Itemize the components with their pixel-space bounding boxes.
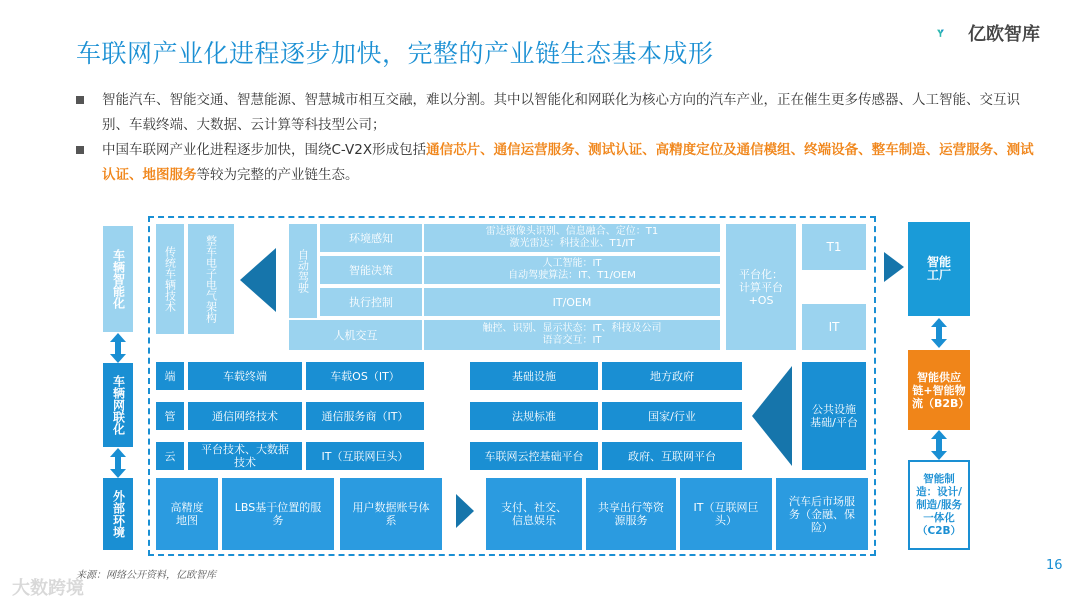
double-arrow-icon <box>930 430 948 460</box>
net-service: 通信服务商（IT） <box>306 402 424 430</box>
bullet-2-post: 等较为完整的产业链生态。 <box>196 167 359 183</box>
left-external-env: 外部环境 <box>103 478 133 550</box>
v2x-cloud: 车联网云控基础平台 <box>470 442 598 470</box>
platform-bigdata: 平台技术、大数据技术 <box>188 442 302 470</box>
source-note: 来源：网络公开资料，亿欧智库 <box>76 570 216 581</box>
duan-label: 端 <box>156 362 184 390</box>
env-label: 环境感知 <box>320 224 422 252</box>
it-internet-2: IT（互联网巨头） <box>680 478 772 550</box>
yiou-logo-icon <box>936 16 970 50</box>
hmi-value: 触控、识别、显示状态：IT、科技及公司 语音交互：IT <box>424 320 720 350</box>
page-number: 16 <box>1046 558 1063 573</box>
bullet-2-highlight: 通信芯片、通信运营服务、测试认证、高精度定位及通信模组、终端设备、整车制造、运营服务、测试认证、地图服务 <box>102 142 1034 183</box>
smart-factory: 智能工厂 <box>908 222 970 316</box>
hd-map: 高精度地图 <box>156 478 218 550</box>
hmi-label: 人机交互 <box>289 320 422 350</box>
env-value: 雷达摄像头识别、信息融合、定位：T1 激光雷达：科技企业、T1/IT <box>424 224 720 252</box>
vehicle-ee: 整车电子电气架构 <box>188 224 234 334</box>
regulation: 法规标准 <box>470 402 598 430</box>
watermark-text: 大数跨境 <box>12 578 84 599</box>
traditional-tech: 传统车辆技术 <box>156 224 184 334</box>
aftermarket: 汽车后市场服务（金融、保险） <box>776 478 868 550</box>
it-box: IT <box>802 304 866 350</box>
lbs: LBS基于位置的服务 <box>222 478 334 550</box>
double-arrow-icon <box>930 318 948 348</box>
bullet-2-pre: 中国车联网产业化进程逐步加快，围绕C-V2X形成包括 <box>102 142 427 158</box>
local-gov: 地方政府 <box>602 362 742 390</box>
net-tech: 通信网络技术 <box>188 402 302 430</box>
logo-text: 亿欧智库 <box>968 24 1040 45</box>
payment: 支付、社交、信息娱乐 <box>486 478 582 550</box>
smart-manufacture: 智能制造：设计/制造/服务一体化（C2B） <box>908 460 970 550</box>
user-data: 用户数据账号体系 <box>340 478 442 550</box>
yun-label: 云 <box>156 442 184 470</box>
public-platform: 公共设施基础/平台 <box>802 362 866 470</box>
autodrive: 自动驾驶 <box>289 224 317 318</box>
terminal: 车载终端 <box>188 362 302 390</box>
platform-box: 平台化： 计算平台 +OS <box>726 224 796 350</box>
exec-value: IT/OEM <box>424 288 720 316</box>
left-vehicle-intelligence: 车辆智能化 <box>103 226 133 332</box>
smart-supply: 智能供应链+智能物流（B2B） <box>908 350 970 430</box>
exec-label: 执行控制 <box>320 288 422 316</box>
gov-internet: 政府、互联网平台 <box>602 442 742 470</box>
national: 国家/行业 <box>602 402 742 430</box>
page-title: 车联网产业化进程逐步加快，完整的产业链生态基本成形 <box>76 39 714 68</box>
arrow-left-icon <box>240 248 276 312</box>
decision-label: 智能决策 <box>320 256 422 284</box>
double-arrow-icon <box>109 333 127 363</box>
decision-value: 人工智能：IT 自动驾驶算法：IT、T1/OEM <box>424 256 720 284</box>
it-internet: IT（互联网巨头） <box>306 442 424 470</box>
double-arrow-icon <box>109 448 127 478</box>
car-os: 车载OS（IT） <box>306 362 424 390</box>
bullet-1: 智能汽车、智能交通、智慧能源、智慧城市相互交融，难以分割。其中以智能化和网联化为核心方向的汽车产业，正在催生更多传感器、人工智能、交互识别、车载终端、大数据、云计算等科技型公司； <box>76 88 1036 138</box>
bullet-list <box>76 88 1036 188</box>
arrow-left-icon <box>752 366 792 466</box>
bullet-2 <box>76 138 1036 188</box>
guan-label: 管 <box>156 402 184 430</box>
arrow-right-icon <box>884 252 904 282</box>
infra: 基础设施 <box>470 362 598 390</box>
sharing: 共享出行等资源服务 <box>586 478 676 550</box>
arrow-right-icon <box>456 494 474 528</box>
t1-box: T1 <box>802 224 866 270</box>
left-vehicle-connectivity: 车辆网联化 <box>103 363 133 447</box>
